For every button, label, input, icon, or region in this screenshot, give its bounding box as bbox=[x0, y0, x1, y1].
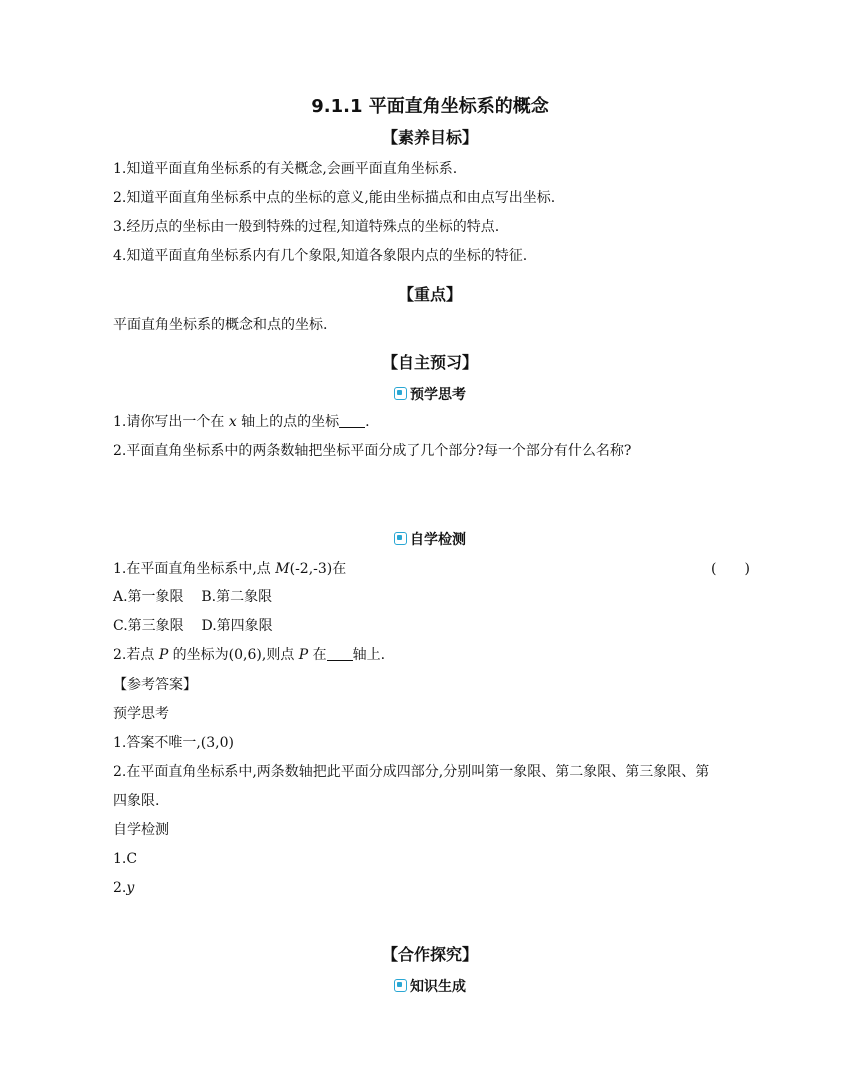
goal-item: 4.知道平面直角坐标系内有几个象限,知道各象限内点的坐标的特征. bbox=[113, 248, 528, 264]
answers-heading: 【参考答案】 bbox=[113, 677, 197, 693]
option-a[interactable]: A.第一象限 bbox=[113, 589, 184, 605]
check-question-1: 1.在平面直角坐标系中,点 M(-2,-3)在 bbox=[113, 561, 347, 577]
answer-blank[interactable] bbox=[339, 413, 365, 428]
page-title: 9.1.1 平面直角坐标系的概念 bbox=[311, 96, 549, 117]
subsection-knowledge: 知识生成 bbox=[0, 976, 860, 996]
checklist-icon bbox=[394, 532, 407, 545]
section-preview: 【自主预习】 bbox=[381, 353, 478, 372]
key-point-text: 平面直角坐标系的概念和点的坐标. bbox=[113, 317, 328, 333]
options-row-2 bbox=[113, 617, 273, 635]
answer-parentheses[interactable]: ( ) bbox=[711, 561, 750, 577]
goal-item: 3.经历点的坐标由一般到特殊的过程,知道特殊点的坐标的特点. bbox=[113, 219, 500, 235]
options-row-1 bbox=[113, 588, 272, 606]
goal-item: 2.知道平面直角坐标系中点的坐标的意义,能由坐标描点和由点写出坐标. bbox=[113, 190, 556, 206]
option-c[interactable]: C.第三象限 bbox=[113, 618, 184, 634]
goal-item: 1.知道平面直角坐标系的有关概念,会画平面直角坐标系. bbox=[113, 161, 458, 177]
document-icon bbox=[394, 979, 407, 992]
answers-check-label: 自学检测 bbox=[113, 822, 169, 838]
check-question-2: 2.若点 P 的坐标为(0,6),则点 P 在 轴上. bbox=[113, 647, 386, 663]
answers-think-label: 预学思考 bbox=[113, 706, 169, 722]
answer-1: 1.答案不唯一,(3,0) bbox=[113, 735, 234, 751]
answer-2-line-2: 四象限. bbox=[113, 793, 160, 809]
section-cooperate: 【合作探究】 bbox=[381, 945, 478, 964]
subsection-check: 自学检测 bbox=[0, 529, 860, 549]
option-b[interactable]: B.第二象限 bbox=[201, 589, 273, 605]
section-key: 【重点】 bbox=[397, 285, 462, 304]
think-question-2: 2.平面直角坐标系中的两条数轴把坐标平面分成了几个部分?每一个部分有什么名称? bbox=[113, 443, 632, 459]
book-icon bbox=[394, 387, 407, 400]
check-answer-2: 2.y bbox=[113, 880, 135, 896]
option-d[interactable]: D.第四象限 bbox=[201, 618, 273, 634]
answer-blank[interactable] bbox=[327, 646, 353, 661]
answer-2-line-1: 2.在平面直角坐标系中,两条数轴把此平面分成四部分,分别叫第一象限、第二象限、第三象限、第 bbox=[113, 764, 710, 780]
section-goals: 【素养目标】 bbox=[381, 128, 478, 147]
subsection-think: 预学思考 bbox=[0, 384, 860, 404]
think-question-1: 1.请你写出一个在 x 轴上的点的坐标 . bbox=[113, 414, 370, 430]
check-answer-1: 1.C bbox=[113, 851, 138, 867]
